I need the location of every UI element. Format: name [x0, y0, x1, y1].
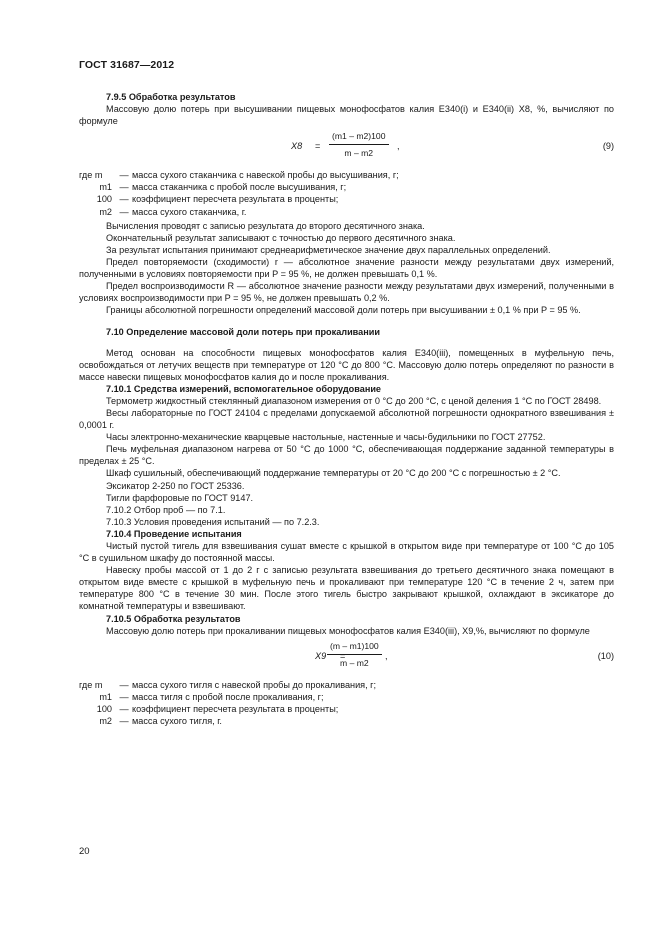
paragraph-crucibles: Тигли фарфоровые по ГОСТ 9147. — [106, 492, 254, 503]
definition-row — [79, 715, 614, 727]
paragraph-clock: Часы электронно-механические кварцевые настольные, настенные и часы-будильники по ГОСТ 27752. — [106, 432, 546, 443]
page-number: 20 — [79, 846, 90, 857]
definition-row — [79, 679, 614, 691]
document-body — [79, 91, 614, 729]
definition-dash: — — [119, 716, 129, 727]
definition-text: коэффициент пересчета результата в проценты; — [132, 194, 339, 205]
definition-dash: — — [119, 679, 129, 690]
paragraph-desiccator: Эксикатор 2-250 по ГОСТ 25336. — [106, 480, 245, 491]
paragraph-procedure-1: Чистый пустой тигель для взвешивания сушат вместе с крышкой в открытом виде при температуре от 100 °С до 105 °С в сушильном шкафу до постоянной массы. — [79, 541, 614, 564]
formula-comma: , — [397, 141, 400, 152]
definition-list — [79, 169, 614, 217]
formula-fraction — [327, 640, 382, 669]
paragraph-error-bounds: Границы абсолютной погрешности определений массовой доли потерь при высушивании ± 0,1 % при P = 95 %. — [106, 305, 581, 316]
definition-list — [79, 679, 614, 727]
formula-numerator: (m1 – m2)100 — [329, 130, 389, 145]
paragraph-drying-cabinet: Шкаф сушильный, обеспечивающий поддержание температуры от 20 °С до 200 °С с погрешностью ± 2 °С. — [106, 468, 561, 479]
definition-dash: — — [119, 703, 129, 714]
definition-row — [79, 703, 614, 715]
formula-10 — [79, 640, 614, 675]
definition-text: масса сухого стаканчика с навеской пробы до высушивания, г; — [132, 170, 399, 181]
definition-row — [79, 181, 614, 193]
formula-numerator: (m – m1)100 — [327, 640, 382, 655]
formula-lhs: X8 — [291, 141, 303, 152]
definition-row — [79, 169, 614, 181]
formula-number: (10) — [597, 650, 614, 661]
paragraph-method: Метод основан на способности пищевых монофосфатов калия Е340(iii), помещенных в муфельную печь, освобождаться от летучих веществ при температуре от 120 °С до 800 °С. Массовую долю потерь определяют по разности в массе навески пищевых монофосфатов калия до и после прокаливания. — [79, 347, 614, 382]
definition-text: масса тигля с пробой после прокаливания, г; — [132, 691, 324, 702]
definition-text: коэффициент пересчета результата в проценты; — [132, 703, 339, 714]
paragraph-formula-intro: Массовую долю потерь при высушивании пищевых монофосфатов калия Е340(i) и Е340(ii) X8, %, вычисляют по формуле — [79, 104, 614, 127]
formula-denominator: m – m2 — [344, 148, 374, 159]
document-header: ГОСТ 31687—2012 — [79, 59, 175, 71]
definition-text: масса сухого тигля, г. — [132, 716, 222, 727]
section-heading-7-10-5: 7.10.5 Обработка результатов — [106, 613, 241, 624]
definition-dash: — — [119, 206, 129, 217]
definition-symbol: m2 — [99, 716, 112, 727]
definition-symbol: m1 — [99, 182, 112, 193]
paragraph-7-10-2: 7.10.2 Отбор проб — по 7.1. — [106, 504, 226, 515]
section-heading-7-10-1: 7.10.1 Средства измерений, вспомогательное оборудование — [106, 383, 382, 394]
definition-text: масса стаканчика с пробой после высушивания, г; — [132, 182, 347, 193]
definition-symbol: m1 — [99, 691, 112, 702]
formula-equals: = — [315, 141, 321, 152]
definition-row — [79, 193, 614, 205]
formula-denominator: m – m2 — [340, 657, 369, 668]
paragraph: За результат испытания принимают среднеарифметическое значение двух параллельных определений. — [106, 244, 551, 255]
definition-dash: — — [119, 170, 129, 181]
definition-symbol: где m — [79, 170, 103, 181]
formula-number: (9) — [602, 141, 614, 152]
definition-dash: — — [119, 182, 129, 193]
section-heading-7-10-4: 7.10.4 Проведение испытания — [106, 528, 242, 539]
definition-symbol: 100 — [96, 703, 112, 714]
definition-symbol: где m — [79, 679, 103, 690]
paragraph-procedure-2: Навеску пробы массой от 1 до 2 г с записью результата взвешивания до третьего десятичного знака помещают в открытом виде вместе с крышкой в муфельную печь и прокаливают при температуре 120 °С в течение 2 ч, затем при температуре 800 °С в течение 30 мин. После этого тигель быстро закрывают крышкой, охлаждают в эксикаторе до комнатной температуры и взвешивают. — [79, 565, 614, 612]
paragraph-scales: Весы лабораторные по ГОСТ 24104 с пределами допускаемой абсолютной погрешности однократного взвешивания ± 0,0001 г. — [79, 407, 614, 431]
paragraph-formula-intro: Массовую долю потерь при прокаливании пищевых монофосфатов калия Е340(iii), X9,%, вычисляют по формуле — [106, 625, 590, 636]
paragraph: Окончательный результат записывают с точностью до первого десятичного знака. — [106, 232, 456, 243]
section-heading-7-10: 7.10 Определение массовой доли потерь при прокаливании — [106, 327, 380, 338]
definition-row — [79, 691, 614, 703]
paragraph-7-10-3: 7.10.3 Условия проведения испытаний — по 7.2.3. — [106, 516, 320, 527]
paragraph: Вычисления проводят с записью результата до второго десятичного знака. — [106, 220, 425, 231]
paragraph-furnace: Печь муфельная диапазоном нагрева от 50 °С до 1000 °С, обеспечивающая поддержание заданной температуры в пределах ± 25 °С. — [79, 444, 614, 467]
formula-comma: , — [385, 650, 388, 661]
paragraph-reproducibility: Предел воспроизводимости R — абсолютное значение разности между результатами двух измерений, полученными в условиях воспроизводимости при P = 95 %, не должен превышать 0,2 %. — [79, 281, 614, 304]
formula-9 — [79, 130, 614, 165]
paragraph-repeatability: Предел повторяемости (сходимости) r — абсолютное значение разности между результатами двух измерений, полученными в условиях повторяемости при P = 95 %, не должен превышать 0,1 %. — [79, 256, 614, 280]
definition-dash: — — [119, 194, 129, 205]
formula-lhs: X9 — [315, 650, 327, 661]
definition-text: масса сухого тигля с навеской пробы до прокаливания, г; — [132, 679, 377, 690]
paragraph-thermometer: Термометр жидкостный стеклянный диапазоном измерения от 0 °С до 200 °С, с ценой деления 1 °С по ГОСТ 28498. — [106, 395, 602, 406]
formula-equals: = — [340, 650, 346, 661]
definition-symbol: 100 — [96, 194, 112, 205]
definition-row — [79, 206, 614, 218]
section-heading-7-9-5: 7.9.5 Обработка результатов — [106, 92, 236, 102]
formula-fraction — [329, 130, 389, 159]
definition-dash: — — [119, 691, 129, 702]
definition-symbol: m2 — [99, 206, 112, 217]
definition-text: масса сухого стаканчика, г. — [132, 206, 247, 217]
